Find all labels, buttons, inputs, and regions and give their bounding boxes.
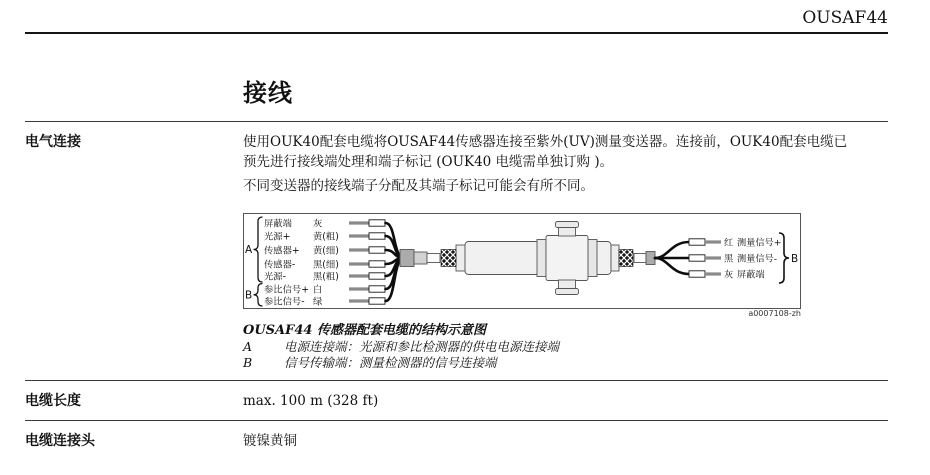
group-a-marker: A bbox=[245, 243, 253, 256]
section-electrical-connection bbox=[25, 122, 888, 372]
sensor-body-part bbox=[456, 245, 465, 271]
figure-caption-title: OUSAF44 传感器配套电缆的结构示意图 bbox=[243, 322, 486, 338]
wire-ferrule bbox=[369, 246, 385, 252]
wire-color-label: 黄(粗) bbox=[313, 231, 339, 243]
wire-color-label: 黑(粗) bbox=[313, 271, 339, 283]
caption-key-b: B bbox=[243, 355, 253, 371]
sensor-body-part bbox=[427, 253, 440, 262]
figure-caption-item-b bbox=[243, 355, 801, 372]
cable-connector-value: 镀镍黄铜 bbox=[243, 432, 297, 449]
wire-term-label: 传感器- bbox=[264, 259, 296, 271]
group-b-marker: B bbox=[245, 289, 253, 302]
sensor-body-part bbox=[400, 249, 414, 266]
sensor-body-part bbox=[556, 221, 579, 227]
wire-ferrule bbox=[369, 232, 385, 238]
cable-braid-right bbox=[619, 249, 633, 266]
caption-text-b: 信号传输端：测量检测器的信号连接端 bbox=[284, 355, 497, 371]
wire-term-label: 测量信号+ bbox=[737, 237, 782, 249]
cable-length-value: max. 100 m (328 ft) bbox=[243, 392, 379, 409]
wire-ferrule bbox=[369, 260, 385, 266]
wire-term-label: 屏蔽端 bbox=[264, 218, 292, 230]
wire-term-label: 光源+ bbox=[264, 231, 291, 243]
electrical-paragraph-2: 不同变送器的接线端子分配及其端子标记可能会有所不同。 bbox=[243, 178, 594, 195]
figure-caption bbox=[243, 323, 801, 372]
wiring-diagram bbox=[243, 213, 801, 309]
wire-ferrule bbox=[369, 285, 385, 291]
caption-key-a: A bbox=[243, 338, 253, 354]
section-label-electrical: 电气连接 bbox=[25, 134, 81, 151]
sensor-body-part bbox=[588, 239, 597, 276]
wire-color-label: 灰 bbox=[724, 269, 734, 281]
figure-caption-item-a bbox=[243, 339, 801, 356]
wire-color-label: 黑(细) bbox=[313, 259, 339, 271]
wire-term-label: 参比信号+ bbox=[264, 284, 309, 296]
doc-code: OUSAF44 bbox=[802, 8, 888, 28]
header-rule bbox=[25, 32, 888, 34]
section-label-cable-connector: 电缆连接头 bbox=[25, 432, 95, 449]
wire-term-label: 光源- bbox=[264, 271, 286, 283]
wire-color-label: 黄(细) bbox=[313, 245, 339, 257]
wire-ferrule bbox=[689, 270, 705, 276]
sensor-body-part bbox=[646, 251, 655, 264]
wire-term-label: 传感器+ bbox=[264, 245, 300, 257]
section-cable-length bbox=[25, 381, 888, 420]
sensor-body-part bbox=[537, 239, 546, 276]
wire-term-label: 参比信号- bbox=[264, 296, 305, 308]
wire-color-label: 红 bbox=[724, 237, 734, 249]
wiring-figure bbox=[243, 213, 801, 372]
page-title: 接线 bbox=[243, 79, 293, 107]
wire-color-label: 白 bbox=[313, 284, 323, 296]
cable-braid-left bbox=[441, 249, 456, 266]
electrical-paragraph-1: 使用OUK40配套电缆将OUSAF44传感器连接至紫外(UV)测量变送器。连接前，OUK40配套电缆已预先进行接线端处理和端子标记 (OUK40 电缆需单独订购 )。 bbox=[243, 134, 848, 170]
wire-term-label: 测量信号- bbox=[737, 253, 778, 265]
wire-color-label: 绿 bbox=[313, 296, 323, 308]
wire-ferrule bbox=[369, 297, 385, 303]
section-cable-connector bbox=[25, 421, 888, 451]
sensor-body-part bbox=[556, 288, 579, 294]
wire-ferrule bbox=[689, 254, 705, 260]
electrical-content bbox=[243, 133, 888, 372]
section-label-cable-length: 电缆长度 bbox=[25, 392, 81, 409]
caption-text-a: 电源连接端：光源和参比检测器的供电电源连接端 bbox=[284, 338, 560, 354]
sensor-body-part bbox=[414, 252, 427, 264]
group-right-marker: B bbox=[791, 252, 799, 265]
sensor-body-part bbox=[546, 235, 588, 280]
wire-color-label: 灰 bbox=[313, 218, 323, 230]
sensor-body-part bbox=[611, 245, 619, 271]
wire-color-label: 黑 bbox=[724, 253, 734, 265]
wire-ferrule bbox=[369, 272, 385, 278]
wire-ferrule bbox=[689, 238, 705, 244]
doc-header bbox=[25, 6, 888, 30]
sensor-body-part bbox=[634, 253, 646, 262]
figure-code: a0007108-zh bbox=[748, 308, 801, 318]
wire-ferrule bbox=[369, 219, 385, 225]
wire-term-label: 屏蔽端 bbox=[737, 269, 765, 281]
